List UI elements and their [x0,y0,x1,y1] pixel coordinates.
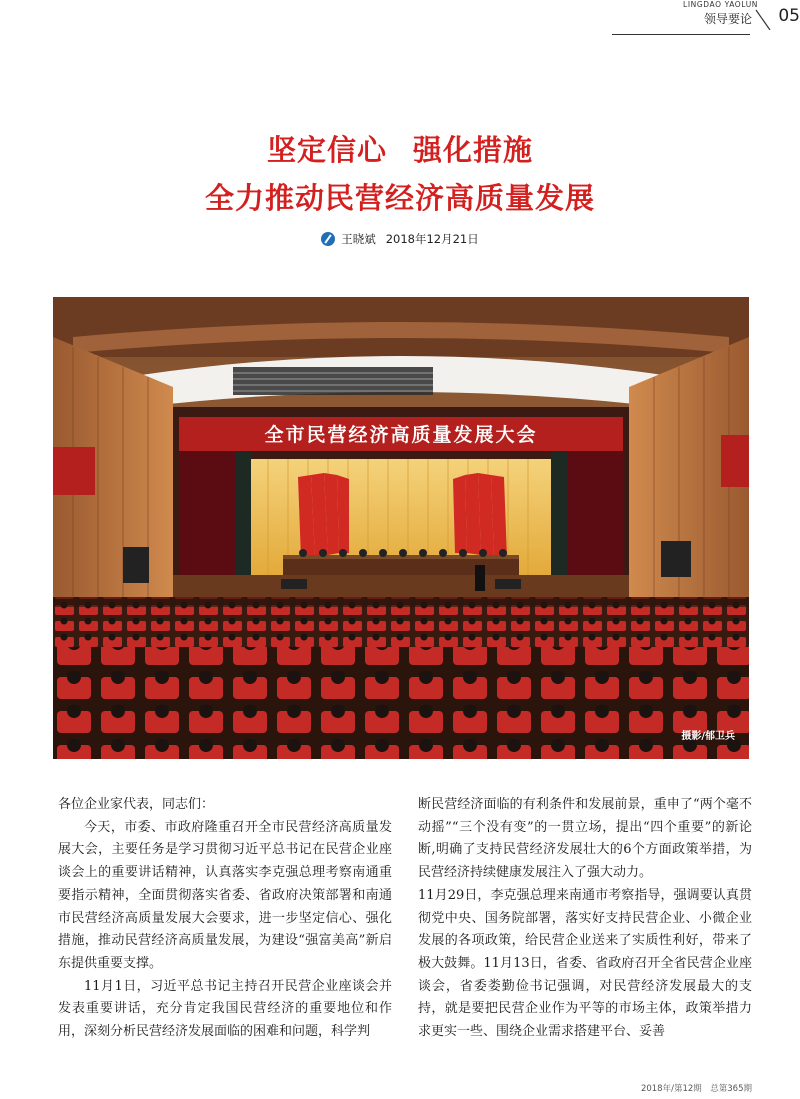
issue-footer: 2018年/第12期 总第365期 [640,1084,752,1094]
slash-divider-icon [754,8,774,30]
section-label-cn: 领导要论 [703,12,752,26]
byline [0,231,800,247]
title-part-1: 坚定信心 [266,133,387,167]
body-column-right [418,794,752,1044]
body-paragraph-continued: 断民营经济面临的有利条件和发展前景，重申了“两个毫不动摇”“三个没有变”的一贯立场，提出“四个重要”的新论断,明确了支持民营经济发展壮大的6个方面政策举措，为民营经济持续健康发展注入了强大动力。 [418,797,752,881]
body-column-left [58,794,392,1044]
body-paragraph: 11月29日，李克强总理来南通市考察指导，强调要认真贯彻党中央、国务院部署，落实好支持民营企业、小微企业发展的各项政策，给民营企业送来了实质性利好，带来了极大鼓舞。11月13日，省委、省政府召开全省民营企业座谈会，省委娄勤俭书记强调，对民营经济发展最大的支持，就是要把民营企业作为平等的市场主体，政策举措力求更实一些、围绕企业需求搭建平台、妥善 [418,887,752,1040]
header-rule [612,34,750,35]
photo-credit: 摄影/郁卫兵 [681,731,735,742]
title-part-2: 强化措施 [413,133,534,167]
article-title-line-1 [0,128,800,169]
conference-photo [53,297,749,759]
page-number: 05 [778,6,800,26]
pen-icon [321,232,335,246]
salutation: 各位企业家代表，同志们： [58,797,215,812]
section-label-en: LINGDAO YAOLUN [683,0,758,9]
body-paragraph: 今天，市委、市政府隆重召开全市民营经济高质量发展大会，主要任务是学习贯彻习近平总书记在民营企业座谈会上的重要讲话精神，认真落实李克强总理考察南通重要指示精神，全面贯彻落实省委、省政府决策部署和南通市民营经济高质量发展大会要求，进一步坚定信心、强化措施，推动民营经济高质量发展，为建设“强富美高”新启东提供重要支撑。 [58,819,392,971]
article-title-line-2: 全力推动民营经济高质量发展 [204,181,595,215]
conference-hall-illustration [53,297,749,759]
author-name: 王晓斌 [341,232,376,246]
publish-date: 2018年12月21日 [385,232,479,246]
banner-text: 全市民营经济高质量发展大会 [264,424,538,446]
body-paragraph: 11月1日，习近平总书记主持召开民营企业座谈会并发表重要讲话，充分肯定我国民营经济的重要地位和作用，深刻分析民营经济发展面临的困难和问题，科学判 [58,978,392,1040]
